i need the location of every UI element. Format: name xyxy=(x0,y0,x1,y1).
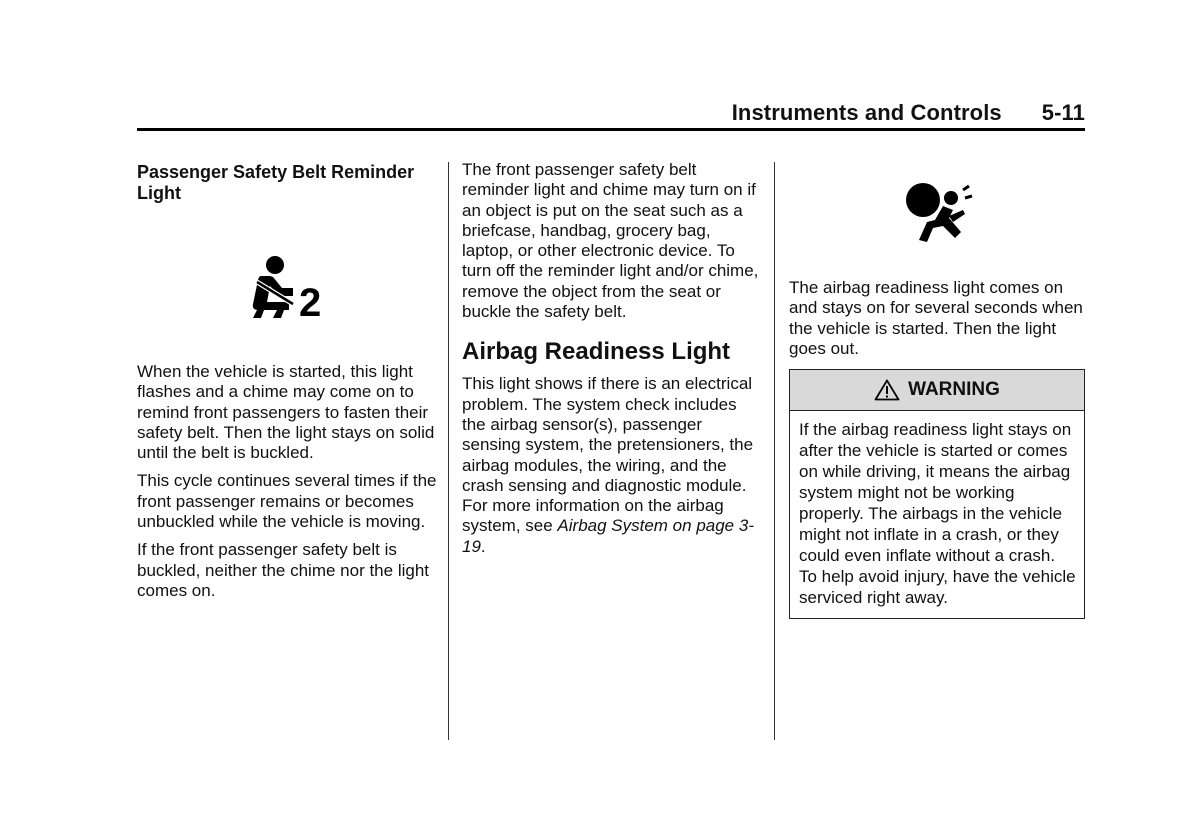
middle-column xyxy=(462,160,762,565)
airbag-readiness-icon xyxy=(905,182,973,248)
section-title: Airbag Readiness Light xyxy=(462,338,731,366)
page-number: 5-11 xyxy=(1041,100,1085,125)
right-column xyxy=(789,160,1085,619)
warning-box xyxy=(789,369,1085,619)
paragraph: This cycle continues several times if the front passenger remains or becomes unbuckled while the vehicle is moving. xyxy=(137,471,437,532)
cross-reference-link[interactable]: Airbag System on page 3-19 xyxy=(462,516,754,556)
column-divider-right xyxy=(774,162,775,740)
warning-header xyxy=(790,370,1084,411)
paragraph: If the front passenger safety belt is buckled, neither the chime nor the light comes on. xyxy=(137,540,430,600)
warning-text: If the airbag readiness light stays on after the vehicle is started or comes on while driving, it means the airbag system might not be working properly. The airbags in the vehicle might not inflate in a crash, or they could even inflate without a crash. To help avoid injury, have the vehicle serviced right away. xyxy=(799,420,1076,608)
sentence-end: . xyxy=(480,536,486,556)
paragraph: The airbag readiness light comes on and stays on for several seconds when the vehicle is started. Then the light goes out. xyxy=(789,278,1083,358)
page-header xyxy=(137,100,1085,128)
paragraph: When the vehicle is started, this light flashes and a chime may come on to remind front passengers to fasten their safety belt. Then the light stays on solid until the belt is buckled. xyxy=(137,362,435,463)
header-rule xyxy=(137,128,1085,131)
seatbelt-passenger-2-icon xyxy=(249,252,329,318)
subsection-title: Passenger Safety Belt Reminder Light xyxy=(137,162,415,203)
warning-label: WARNING xyxy=(908,379,1000,401)
warning-triangle-icon xyxy=(874,379,900,401)
svg-text:2: 2 xyxy=(299,281,322,318)
body-text: This light shows if there is an electrical problem. The system check includes the airbag sensor(s), passenger sensing system, the pretensioners, the airbag modules, the wiring, and the crash sensing and diagnostic module. For more information on the airbag system, see xyxy=(462,374,754,536)
header-text xyxy=(732,100,1085,126)
paragraph xyxy=(462,374,762,557)
paragraph: The front passenger safety belt reminder light and chime may turn on if an object is put on the seat such as a briefcase, handbag, grocery bag, laptop, or other electronic device. To turn off the reminder light and/or chime, remove the object from the seat or buckle the safety belt. xyxy=(462,160,759,322)
column-divider-left xyxy=(448,162,449,740)
section-name: Instruments and Controls xyxy=(731,100,1002,125)
left-column xyxy=(137,160,437,609)
